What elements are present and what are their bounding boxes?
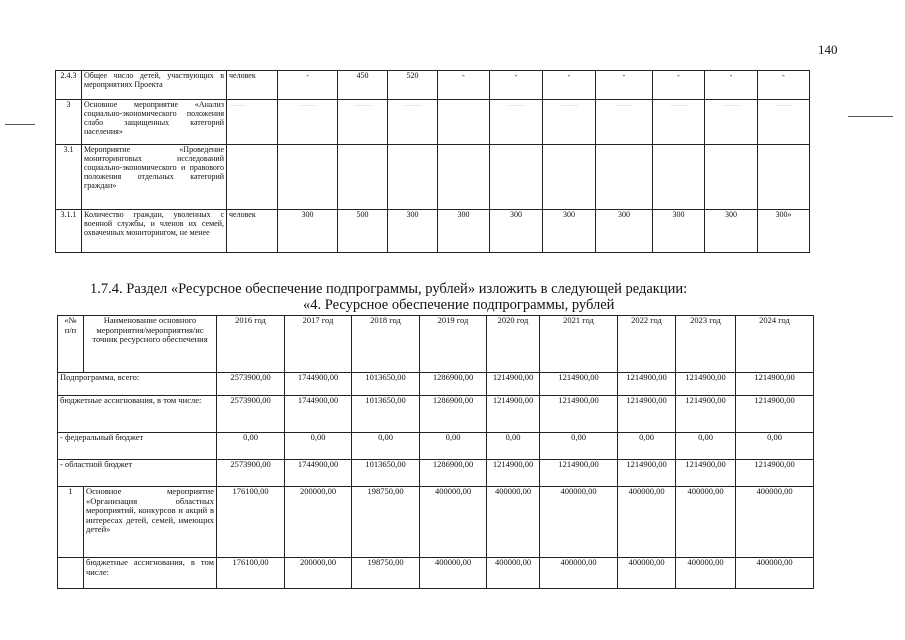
value-cell [543,100,596,145]
value-cell [388,100,438,145]
value-cell [758,145,810,210]
value-cell: 300 [543,210,596,253]
value-cell: 1214900,00 [676,460,736,487]
value-cell: 0,00 [487,433,540,460]
value-cell: 1214900,00 [736,396,814,433]
value-cell: 1214900,00 [676,373,736,396]
indicator-name: Основное мероприятие «Анализ социально-экономического положения слабо защищенных категорий населения» [82,100,227,145]
value-cell: 400000,00 [487,487,540,558]
value-cell: - [278,71,338,100]
faint-mark: — — — [723,103,739,109]
unit-cell: человек [227,210,278,253]
value-cell: 400000,00 [736,558,814,589]
value-cell: 0,00 [540,433,618,460]
value-cell [490,145,543,210]
row-label: - федеральный бюджет [58,433,217,460]
value-cell: 0,00 [420,433,487,460]
value-cell: 0,00 [618,433,676,460]
value-cell [596,145,653,210]
table-row [56,145,810,210]
value-cell: 1744900,00 [285,460,352,487]
faint-mark: — — — [404,103,421,109]
table-row [56,100,810,145]
item-row [58,487,814,558]
row-label: - областной бюджет [58,460,217,487]
value-cell: 400000,00 [420,487,487,558]
value-cell [653,100,705,145]
value-cell: 400000,00 [420,558,487,589]
value-cell [338,100,388,145]
value-cell: 520 [388,71,438,100]
unit-cell [227,145,278,210]
value-cell: 300 [278,210,338,253]
value-cell: 400000,00 [487,558,540,589]
value-cell: 400000,00 [540,558,618,589]
value-cell: 300 [438,210,490,253]
faint-mark: — — — [616,103,632,109]
value-cell: 1214900,00 [487,460,540,487]
value-cell: 0,00 [736,433,814,460]
value-cell: 2573900,00 [217,396,285,433]
value-cell: - [705,71,758,100]
row-label: бюджетные ассигнования, в том числе: [84,558,217,589]
value-cell: 1214900,00 [487,396,540,433]
value-cell: 1214900,00 [487,373,540,396]
faint-mark: — — — [299,103,316,109]
value-cell: 176100,00 [217,558,285,589]
value-cell: 1214900,00 [736,460,814,487]
value-cell: 2573900,00 [217,460,285,487]
value-cell: 198750,00 [352,558,420,589]
value-cell: 1744900,00 [285,373,352,396]
value-cell: 1286900,00 [420,396,487,433]
summary-row [58,396,814,433]
value-cell: - [758,71,810,100]
value-cell: - [543,71,596,100]
value-cell: 400000,00 [540,487,618,558]
header-year: 2023 год [676,316,736,373]
header-year: 2024 год [736,316,814,373]
value-cell: 1214900,00 [618,460,676,487]
value-cell [438,145,490,210]
item-row [58,558,814,589]
row-number: 3.1 [56,145,82,210]
value-cell: 0,00 [285,433,352,460]
value-cell: 200000,00 [285,558,352,589]
value-cell: 400000,00 [736,487,814,558]
section-subheading: «4. Ресурсное обеспечение подпрограммы, рублей [303,297,615,313]
value-cell [490,100,543,145]
value-cell [596,100,653,145]
value-cell: 400000,00 [676,558,736,589]
value-cell: 1013650,00 [352,373,420,396]
value-cell: - [653,71,705,100]
faint-mark: — — — [561,103,577,109]
header-name: Наименование основного мероприятия/мероприятия/ис точник ресурсного обеспечения [84,316,217,373]
value-cell: 198750,00 [352,487,420,558]
row-number: 3 [56,100,82,145]
value-cell: 1286900,00 [420,460,487,487]
value-cell [438,100,490,145]
header-year: 2020 год [487,316,540,373]
value-cell: 0,00 [217,433,285,460]
value-cell: 300 [388,210,438,253]
value-cell [278,100,338,145]
faint-mark: — — — [775,103,792,109]
value-cell: - [490,71,543,100]
value-cell: 1214900,00 [540,460,618,487]
value-cell: - [596,71,653,100]
header-year: 2016 год [217,316,285,373]
value-cell [388,145,438,210]
value-cell: 400000,00 [618,558,676,589]
unit-cell [227,100,278,145]
row-label: бюджетные ассигнования, в том числе: [58,396,217,433]
indicator-name: Количество граждан, уволенных с военной службы, и членов их семей, охваченных мониторингом, не менее [82,210,227,253]
header-year: 2018 год [352,316,420,373]
header-num: «№ п/п [58,316,84,373]
value-cell: 500 [338,210,388,253]
faint-mark: — — — [670,103,687,109]
row-label: Основное мероприятие «Организация областных мероприятий, конкурсов и акций в интересах детей, семей, имеющих детей» [84,487,217,558]
indicators-table [55,70,810,253]
value-cell [758,100,810,145]
indicator-name: Общее число детей, участвующих в мероприятиях Проекта [82,71,227,100]
value-cell: 1744900,00 [285,396,352,433]
value-cell: 1214900,00 [540,373,618,396]
scan-mark-right [848,116,893,117]
row-number: 3.1.1 [56,210,82,253]
value-cell: 450 [338,71,388,100]
header-year: 2017 год [285,316,352,373]
table-row [56,210,810,253]
section-heading: 1.7.4. Раздел «Ресурсное обеспечение подпрограммы, рублей» изложить в следующей редакции: [90,281,688,297]
value-cell: 2573900,00 [217,373,285,396]
value-cell: 176100,00 [217,487,285,558]
value-cell [705,100,758,145]
row-label: Подпрограмма, всего: [58,373,217,396]
resource-table [57,315,814,589]
header-year: 2019 год [420,316,487,373]
summary-row [58,433,814,460]
row-number [58,558,84,589]
value-cell: 1214900,00 [676,396,736,433]
value-cell: 1214900,00 [618,396,676,433]
header-year: 2022 год [618,316,676,373]
value-cell [705,145,758,210]
indicator-name: Мероприятие «Проведение мониторинговых исследований социально-экономического и правового положения отдельных категорий граждан» [82,145,227,210]
value-cell: 300 [653,210,705,253]
value-cell: 1214900,00 [736,373,814,396]
faint-mark: — — — [508,103,524,109]
row-number: 1 [58,487,84,558]
value-cell [278,145,338,210]
value-cell [338,145,388,210]
value-cell: 200000,00 [285,487,352,558]
page-number: 140 [818,42,838,57]
value-cell: - [438,71,490,100]
value-cell: 1286900,00 [420,373,487,396]
faint-mark: — — — [354,103,371,109]
value-cell: 300 [596,210,653,253]
value-cell: 0,00 [352,433,420,460]
value-cell: 300 [705,210,758,253]
table-row [56,71,810,100]
value-cell: 400000,00 [618,487,676,558]
value-cell: 1214900,00 [540,396,618,433]
value-cell [543,145,596,210]
value-cell: 1013650,00 [352,396,420,433]
header-row [58,316,814,373]
value-cell: 1214900,00 [618,373,676,396]
value-cell: 1013650,00 [352,460,420,487]
value-cell: 300 [490,210,543,253]
faint-mark: — — — [229,103,245,109]
value-cell: 300» [758,210,810,253]
unit-cell: человек [227,71,278,100]
summary-row [58,373,814,396]
header-year: 2021 год [540,316,618,373]
value-cell: 400000,00 [676,487,736,558]
value-cell: 0,00 [676,433,736,460]
row-number: 2.4.3 [56,71,82,100]
value-cell [653,145,705,210]
summary-row [58,460,814,487]
scan-mark-left [5,124,35,125]
